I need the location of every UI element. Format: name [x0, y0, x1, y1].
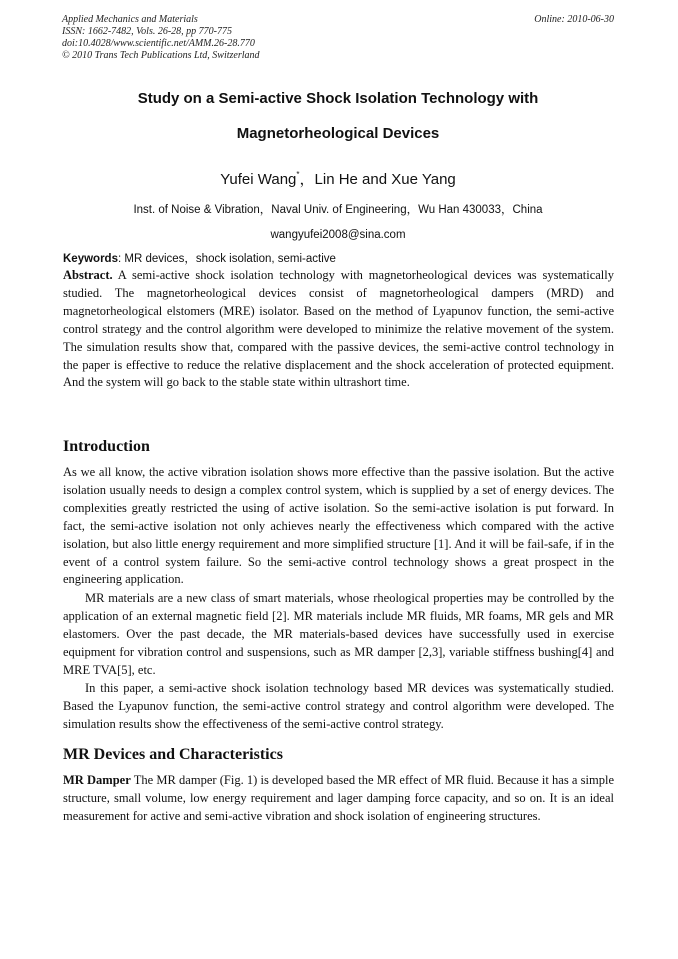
- intro-paragraph-3: In this paper, a semi-active shock isolation technology based MR devices was systematically studied. Based the Lyapunov function, the semi-active control strategy and control algorithm were developed. The simulation results show the effectiveness of the semi-active control strategy.: [63, 681, 614, 731]
- introduction-heading: Introduction: [63, 438, 150, 455]
- doi-line: doi:10.4028/www.scientific.net/AMM.26-28.770: [62, 38, 255, 49]
- paper-title-line-1: Study on a Semi-active Shock Isolation Technology with: [137, 90, 539, 107]
- author-first: Yufei Wang: [220, 171, 297, 188]
- copyright-line: © 2010 Trans Tech Publications Ltd, Switzerland: [62, 50, 260, 61]
- mr-damper-label: MR Damper: [63, 773, 131, 787]
- paper-title-line-2: Magnetorheological Devices: [236, 125, 440, 142]
- journal-header: [62, 14, 260, 62]
- issn-line: ISSN: 1662-7482, Vols. 26-28, pp 770-775: [62, 26, 232, 37]
- mr-devices-heading: MR Devices and Characteristics: [63, 746, 283, 763]
- journal-name: Applied Mechanics and Materials: [62, 14, 198, 25]
- author-list: [62, 166, 614, 189]
- author-email: wangyufei2008@sina.com: [270, 229, 406, 241]
- keywords-line: [63, 252, 615, 266]
- intro-paragraph-1: As we all know, the active vibration isolation shows more effective than the passive isolation. But the active isolation usually needs to design a complex control system, which is supplied by a set of energy devices. The complexities greatly restricted the using of active isolation. So the semi-active isolation is put forward. In fact, the semi-active isolation not only achieves nearly the effectiveness which compared with the active isolation, but also little energy requirement and more simplified structure [1]. And it will be fail-safe, if in the event of a control system failure. So the semi-active control technology shows a great prospect in the engineering application.: [63, 465, 614, 587]
- corresponding-mark: *: [296, 170, 300, 179]
- abstract-text: A semi-active shock isolation technology with magnetorheological devices was systematically studied. The magnetorheological devices consist of magnetorheological dampers (MRD) and magnetorheological elstomers (MRE) isolator. Based on the method of Lyapunov function, the semi-active control strategy and the control algorithm were developed to minimize the relative movement of the system. The simulation results show that, compared with the passive devices, the semi-active control technology in the paper is effective to reduce the relative displacement and the shock acceleration of protected equipment. And the system will go back to the stable state within ultrashort time.: [63, 268, 614, 390]
- abstract-paragraph: [63, 267, 614, 392]
- author-others: ，Lin He and Xue Yang: [299, 171, 456, 188]
- keywords-text: : MR devices，shock isolation, semi-active: [117, 253, 336, 265]
- keywords-label: Keywords: [63, 253, 118, 265]
- online-date: Online: 2010-06-30: [534, 14, 614, 25]
- affiliation: Inst. of Noise & Vibration，Naval Univ. of Engineering，Wu Han 430033，China: [133, 204, 543, 216]
- mr-damper-paragraph: [63, 772, 614, 826]
- intro-paragraph-2: MR materials are a new class of smart materials, whose rheological properties may be controlled by the application of an external magnetic field [2]. MR materials include MR fluids, MR foams, MR gels and MR elastomers. Over the past decade, the MR materials-based devices have successfully used in exercise equipment for vibration control and suspensions, such as MR damper [2,3], variable stiffness bushing[4] and MRE TVA[5], etc.: [63, 591, 614, 677]
- abstract-label: Abstract.: [63, 268, 113, 282]
- mr-damper-text: The MR damper (Fig. 1) is developed based the MR effect of MR fluid. Because it has a simple structure, small volume, low energy requirement and lager damping force capacity, and so on. It is an ideal measurement for active and semi-active vibration and shock isolation of engineering structures.: [63, 773, 614, 823]
